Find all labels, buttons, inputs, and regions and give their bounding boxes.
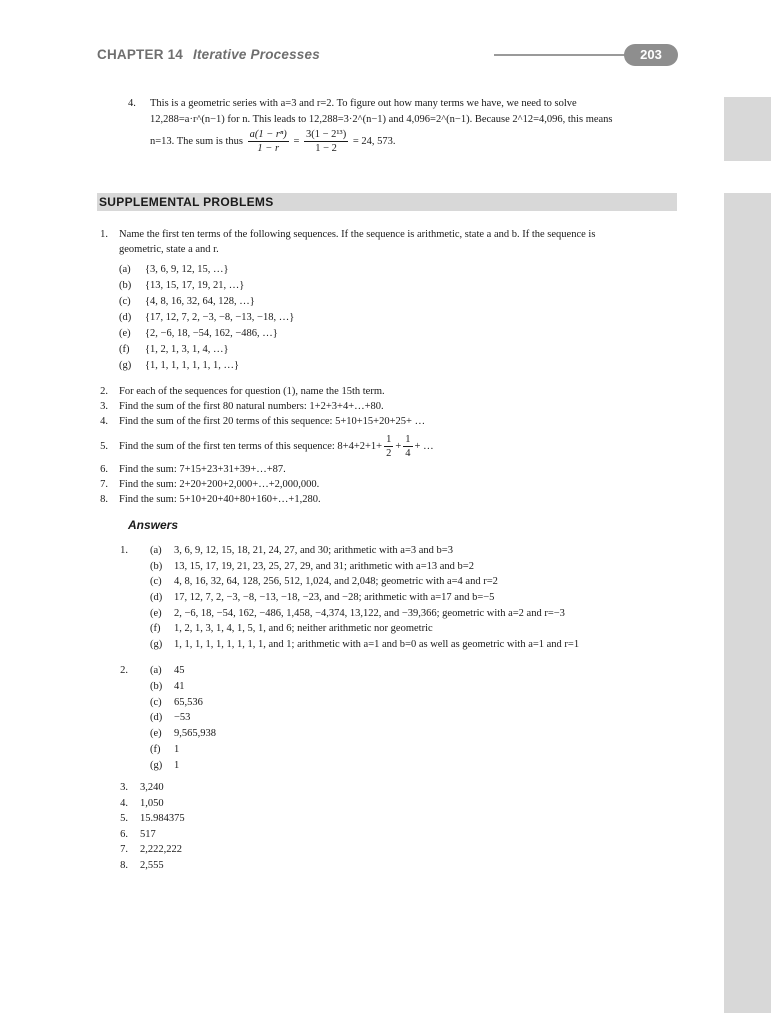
fraction-general: $\frac{\text{a(1 − rⁿ)}}{1 - r}$ — [249, 129, 287, 155]
list-item: (e) {2, −6, 18, −54, 162, −486, …} — [119, 328, 278, 339]
list-item: 7. Find the sum: 2+20+200+2,000+…+2,000,000. — [100, 479, 320, 490]
side-tab-main — [724, 193, 771, 1013]
list-item: 3. 3,240 — [120, 782, 164, 793]
side-tab-top — [724, 97, 771, 161]
supplemental-heading: SUPPLEMENTAL PROBLEMS — [99, 195, 274, 209]
list-item: (a) {3, 6, 9, 12, 15, …} — [119, 264, 229, 275]
list-item: (c) 65,536 — [150, 696, 203, 708]
list-item: (f) 1, 2, 1, 3, 1, 4, 1, 5, 1, and 6; neither arithmetic nor geometric — [150, 623, 433, 635]
list-item: 4. 1,050 — [120, 797, 164, 809]
list-item: 7. 2,222,222 — [120, 844, 182, 856]
list-item: (d) {17, 12, 7, 2, −3, −8, −13, −18, …} — [119, 312, 295, 323]
list-item: (g) 1 — [150, 759, 180, 771]
chapter-title: Iterative Processes — [193, 47, 320, 62]
list-item: (a) 3, 6, 9, 12, 15, 18, 21, 24, 27, and 30; arithmetic with a=3 and b=3 — [150, 545, 453, 556]
answer-2-number: 2. — [120, 665, 128, 676]
list-item: (b) 13, 15, 17, 19, 21, 23, 25, 27, 29, and 31; arithmetic with a=13 and b=2 — [150, 560, 474, 572]
intro-line-2: 12,288=a·r^(n−1) for n. This leads to 12,288=3·2^(n−1) and 4,096=2^(n−1). Because 2^12=4,096, this means — [150, 114, 613, 125]
problem-list-a — [88, 385, 425, 430]
chapter-heading — [97, 47, 320, 64]
answer-1-number: 1. — [120, 545, 128, 556]
intro-line-1: This is a geometric series with a=3 and r=2. To figure out how many terms we have, we need to solve — [150, 98, 577, 109]
chapter-label: CHAPTER 14 — [97, 47, 184, 62]
list-item: (a) 45 — [150, 665, 185, 676]
list-item: 6. Find the sum: 7+15+23+31+39+…+87. — [100, 464, 286, 475]
list-item: 5. 15.984375 — [120, 813, 185, 825]
answer-2-list — [150, 664, 216, 775]
list-item: (d) −53 — [150, 712, 191, 724]
list-item: (c) {4, 8, 16, 32, 64, 128, …} — [119, 296, 255, 307]
list-item: 8. 2,555 — [120, 859, 164, 871]
list-item: 6. 517 — [120, 828, 156, 840]
problem-1-number: 1. — [100, 229, 108, 240]
list-item: 2. For each of the sequences for question (1), name the 15th term. — [100, 386, 385, 397]
page-number: 203 — [624, 44, 678, 66]
list-item: (c) 4, 8, 16, 32, 64, 128, 256, 512, 1,024, and 2,048; geometric with a=4 and r=2 — [150, 576, 498, 588]
intro-result: = 24, 573. — [352, 136, 396, 148]
answer-rest-list — [108, 781, 185, 875]
list-item: (b) 41 — [150, 680, 185, 692]
intro-line-3-text: n=13. The sum is thus — [150, 136, 243, 148]
list-item: (e) 2, −6, 18, −54, 162, −486, 1,458, −4,374, 13,122, and −39,366; geometric with a=2 and r=−3 — [150, 607, 565, 619]
problem-1-line-2: geometric, state a and r. — [119, 244, 219, 255]
fraction-specific: $\frac{\text{3(1 − 2¹³)}}{1 - 2}$ — [305, 129, 347, 155]
page-header — [97, 43, 677, 67]
list-item: (b) {13, 15, 17, 19, 21, …} — [119, 280, 245, 291]
header-rule — [494, 54, 634, 56]
list-item: (f) {1, 2, 1, 3, 1, 4, …} — [119, 344, 229, 355]
problem-5: 5. Find the sum of the first ten terms of this sequence: 8+4+2+1+ $\frac{1}{2}$ + $\frac{1}{4}$ + … — [100, 434, 434, 460]
list-item: 8. Find the sum: 5+10+20+40+80+160+…+1,280. — [100, 494, 321, 505]
problem-1-line-1: Name the first ten terms of the following sequences. If the sequence is arithmetic, state a and b. If the sequence is — [119, 229, 596, 240]
answers-heading: Answers — [128, 518, 179, 532]
fraction-quarter: $\frac{1}{4}$ — [405, 434, 411, 460]
list-item: (e) 9,565,938 — [150, 728, 216, 740]
list-item: (g) 1, 1, 1, 1, 1, 1, 1, 1, 1, and 1; arithmetic with a=1 and b=0 as well as geometric with a=1 and r=1 — [150, 639, 580, 651]
list-item: 4. Find the sum of the first 20 terms of this sequence: 5+10+15+20+25+ … — [100, 416, 426, 427]
list-item: 3. Find the sum of the first 80 natural numbers: 1+2+3+4+…+80. — [100, 401, 384, 412]
intro-number: 4. — [128, 98, 136, 109]
answer-1-list — [150, 544, 579, 654]
fraction-half: $\frac{1}{2}$ — [386, 434, 392, 460]
sequence-list — [119, 263, 294, 375]
problem-list-b — [88, 463, 321, 508]
supplemental-heading-bar — [97, 193, 677, 211]
list-item: (f) 1 — [150, 743, 180, 755]
list-item: (d) 17, 12, 7, 2, −3, −8, −13, −18, −23, and −28; arithmetic with a=17 and b=−5 — [150, 592, 495, 604]
list-item: (g) {1, 1, 1, 1, 1, 1, 1, …} — [119, 360, 240, 371]
intro-equation: n=13. The sum is thus $\frac{\text{a(1 − rⁿ)}}{1 - r}$ = $\frac{\text{3(1 − 2¹³)}}{1 - 2}$ = 24, 573. — [150, 129, 396, 155]
